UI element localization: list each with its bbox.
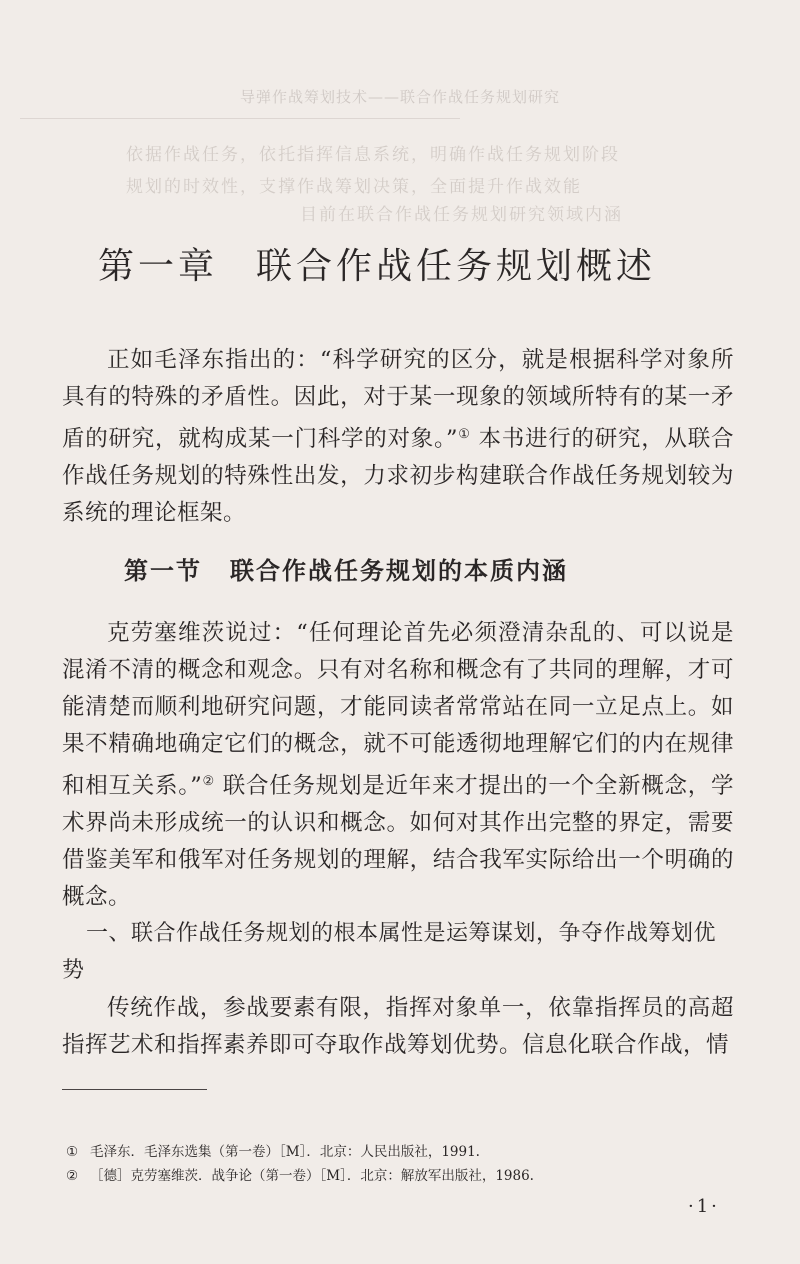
bleed-through-line: 目前在联合作战任务规划研究领域内涵 bbox=[300, 205, 623, 225]
subheading-paragraph: 传统作战，参战要素有限，指挥对象单一，依靠指挥员的高超指挥艺术和指挥素养即可夺取作战筹划优势。信息化联合作战，情 bbox=[62, 995, 734, 1058]
footnote-text: ［德］克劳塞维茨．战争论（第一卷）［M］．北京：解放军出版社，1986. bbox=[90, 1168, 534, 1184]
footnote-mark: ② bbox=[66, 1168, 79, 1184]
footnote-ref-1[interactable]: ① bbox=[457, 427, 471, 442]
bleed-through-rule bbox=[20, 118, 460, 119]
bleed-through-header: 导弹作战筹划技术——联合作战任务规划研究 bbox=[239, 88, 560, 106]
footnote-item bbox=[66, 1140, 534, 1164]
chapter-name: 联合作战任务规划概述 bbox=[256, 246, 657, 287]
section-number: 第一节 bbox=[124, 556, 202, 585]
footnotes bbox=[66, 1140, 534, 1188]
footnote-text: 毛泽东．毛泽东选集（第一卷）［M］．北京：人民出版社，1991. bbox=[90, 1144, 480, 1160]
footnote-mark: ① bbox=[66, 1144, 79, 1160]
footnote-ref-2[interactable]: ② bbox=[202, 774, 215, 789]
footnote-item bbox=[66, 1164, 534, 1188]
subheading: 一、联合作战任务规划的根本属性是运筹谋划，争夺作战筹划优势 bbox=[62, 921, 717, 983]
bleed-through-line: 规划的时效性，支撑作战筹划决策，全面提升作战效能 bbox=[126, 177, 582, 197]
chapter-title bbox=[98, 238, 656, 289]
section-paragraph: 克劳塞维茨说过：“任何理论首先必须澄清杂乱的、可以说是混淆不清的概念和观念。只有对名称和概念有了共同的理解，才可能清楚而顺利地研究问题，才能同读者常常站在同一立足点上。如果不精确地确定它们的概念，就不可能透彻地理解它们的内在规律和相互关系。”② 联合任务规划是近年来才提出的一个全新概念，学术界尚未形成统一的认识和概念。如何对其作出完整的界定，需要借鉴美军和俄军对任务规划的理解，结合我军实际给出一个明确的概念。 bbox=[62, 620, 735, 910]
footnote-divider bbox=[62, 1089, 207, 1090]
section-title bbox=[124, 551, 568, 586]
page-number: ·1· bbox=[688, 1196, 720, 1217]
bleed-through-line: 依据作战任务，依托指挥信息系统，明确作战任务规划阶段 bbox=[126, 145, 620, 165]
section-name: 联合作战任务规划的本质内涵 bbox=[230, 556, 568, 585]
intro-paragraph: 正如毛泽东指出的：“科学研究的区分，就是根据科学对象所具有的特殊的矛盾性。因此，对于某一现象的领域所特有的某一矛盾的研究，就构成某一门科学的对象。”① 本书进行的研究，从联合作战任务规划的特殊性出发，力求初步构建联合作战任务规划较为系统的理论框架。 bbox=[62, 347, 734, 526]
chapter-number: 第一章 bbox=[98, 246, 219, 287]
